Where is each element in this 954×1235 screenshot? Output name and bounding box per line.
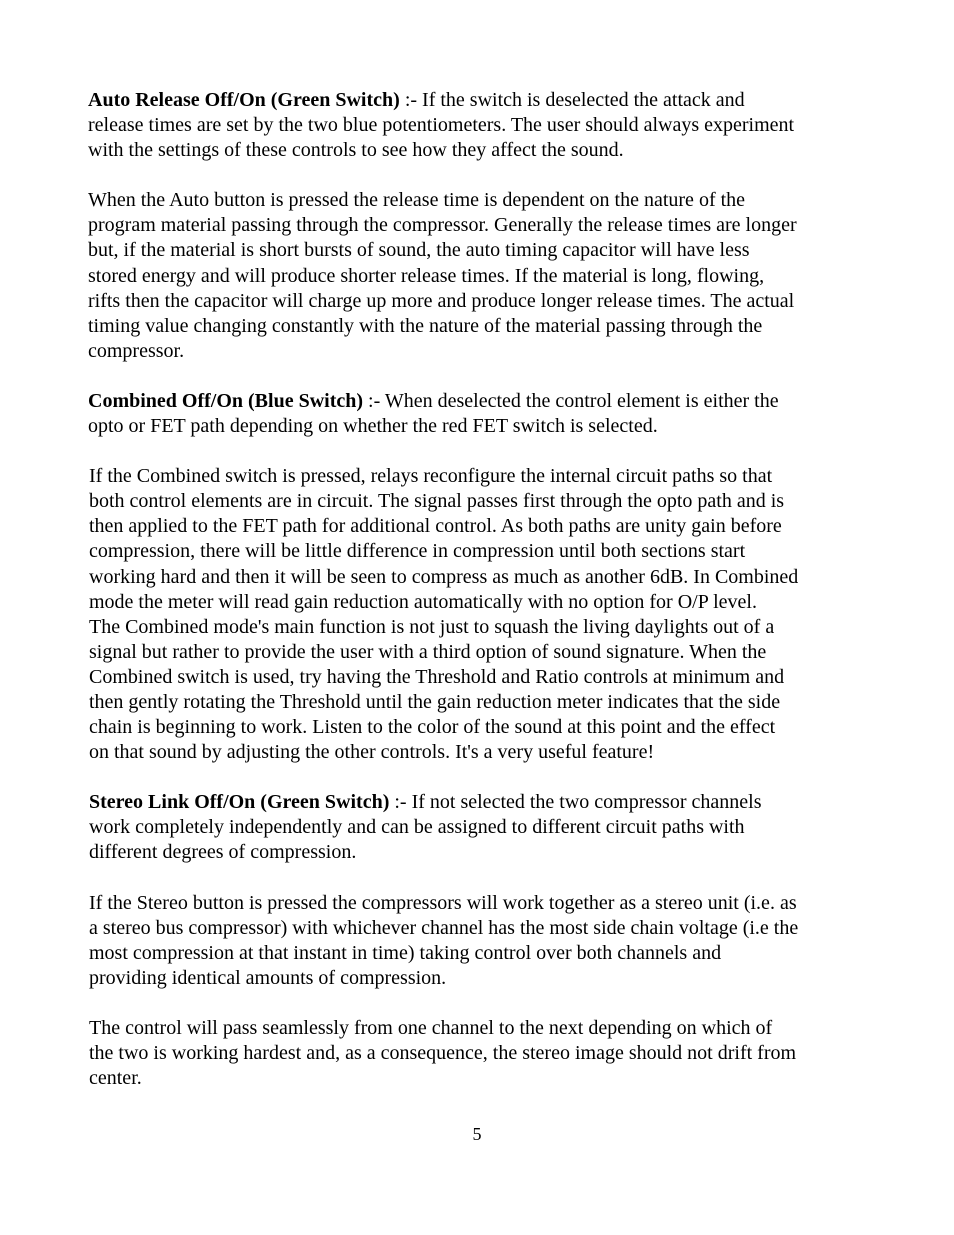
stereo-link-description: :- If not selected the two compressor channels work completely independently and can be assigned to different circuit paths with different degrees of compression. <box>89 791 762 864</box>
stereo-link-heading: Stereo Link Off/On (Green Switch) <box>89 791 390 814</box>
stereo-link-detail-paragraph: If the Stereo button is pressed the compressors will work together as a stereo unit (i.e. as a stereo bus compressor) with whichever channel has the most side chain voltage (i.e the most compression at that instant in time) taking control over both channels and providing identical amounts of compression. <box>89 891 799 989</box>
auto-release-section <box>88 88 868 163</box>
combined-heading: Combined Off/On (Blue Switch) <box>88 389 364 412</box>
auto-release-heading: Auto Release Off/On (Green Switch) <box>88 89 400 111</box>
combined-detail-paragraph: If the Combined switch is pressed, relays reconfigure the internal circuit paths so that both control elements are in circuit. The signal passes first through the opto path and is then applied to the FET path for additional control. As both paths are unity gain before compression, there will be little difference in compression until both sections start working hard and then it will be seen to compress as much as another 6dB. In Combined mode the meter will read gain reduction automatically with no option for O/P level. The Combined mode's main function is not just to squash the living daylights out of a signal but rather to provide the user with a third option of sound signature. When the Combined switch is used, try having the Threshold and Ratio controls at minimum and then gently rotating the Threshold until the gain reduction meter indicates that the side chain is beginning to work. Listen to the color of the sound at this point and the effect on that sound by adjusting the other controls. It's a very useful feature! <box>89 465 799 764</box>
combined-section <box>88 389 868 439</box>
auto-release-description: :- If the switch is deselected the attack and release times are set by the two blue potentiometers. The user should always experiment with the settings of these controls to see how they affect the sound. <box>88 89 795 162</box>
page-number: 5 <box>472 1124 482 1144</box>
combined-description: :- When deselected the control element is either the opto or FET path depending on whether the red FET switch is selected. <box>88 389 779 438</box>
stereo-link-detail-paragraph-2: The control will pass seamlessly from one channel to the next depending on which of the two is working hardest and, as a consequence, the stereo image should not drift from center. <box>89 1016 797 1090</box>
auto-release-detail-paragraph: When the Auto button is pressed the release time is dependent on the nature of the program material passing through the compressor. Generally the release times are longer but, if the material is short bursts of sound, the auto timing capacitor will have less stored energy and will produce shorter release times. If the material is long, flowing, rifts then the capacitor will charge up more and produce longer release times. The actual timing value changing constantly with the nature of the material passing through the compressor. <box>88 189 797 362</box>
stereo-link-section <box>89 790 868 865</box>
page-content <box>88 88 868 1116</box>
